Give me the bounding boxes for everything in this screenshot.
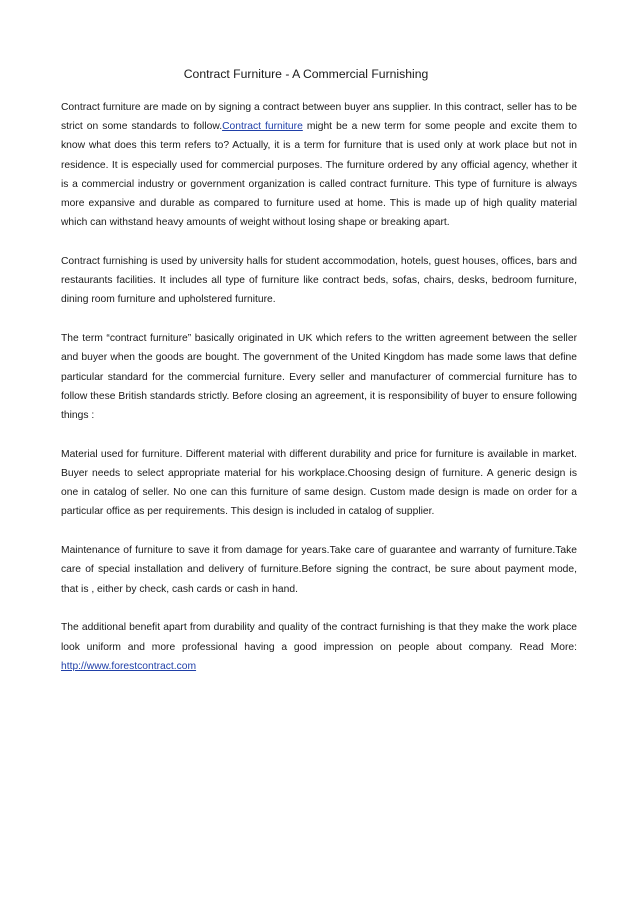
document-title	[0, 66, 638, 82]
paragraph-4: Material used for furniture. Different material with different durability and price for furniture is available in market. Buyer needs to select appropriate material for his workplace.Choosing design of furniture. A generic design is one in catalog of seller. No one can this furniture of same design. Custom made design is made on order for a particular office as per requirements. This design is included in catalog of supplier.	[61, 448, 577, 518]
title-text: Contract Furniture - A Commercial Furnishing	[183, 67, 429, 81]
paragraph-1-text-after: might be a new term for some people and excite them to know what does this term refers to? Actually, it is a term for furniture that is used only at work place but not in residence. It is especially used for commercial purposes. The furniture ordered by any official agency, whether it is a commercial industry or government organization is called contract furniture. This type of furniture is always more expansive and durable as compared to furniture used at home. This is made up of high quality material which can withstand heavy amounts of weight without losing shape or breaking apart.	[61, 121, 577, 229]
contract-furniture-link[interactable]: Contract furniture	[222, 121, 303, 133]
paragraph-1	[61, 98, 577, 232]
paragraph-3: The term “contract furniture” basically originated in UK which refers to the written agreement between the seller and buyer when the goods are bought. The government of the United Kingdom has made some laws that define particular standard for the commercial furniture. Every seller and manufacturer of commercial furniture has to follow these British standards strictly. Before closing an agreement, it is responsibility of buyer to ensure following things :	[61, 333, 577, 422]
paragraph-6-text-before: The additional benefit apart from durability and quality of the contract furnishing is that they make the work place look uniform and more professional having a good impression on people about company. Read More:	[61, 622, 577, 653]
forestcontract-url-link[interactable]: http://www.forestcontract.com	[61, 660, 197, 672]
paragraph-6	[61, 618, 577, 676]
paragraph-1-text-before: Contract furniture are made on by signing a contract between buyer ans supplier. In this contract, seller has to be strict on some standards to follow.	[61, 102, 577, 133]
document-body	[61, 98, 577, 696]
paragraph-2: Contract furnishing is used by university halls for student accommodation, hotels, guest houses, offices, bars and restaurants facilities. It includes all type of furniture like contract beds, sofas, chairs, desks, bedroom furniture, dining room furniture and upholstered furniture.	[61, 256, 577, 306]
paragraph-5: Maintenance of furniture to save it from damage for years.Take care of guarantee and warranty of furniture.Take care of special installation and delivery of furniture.Before signing the contract, be sure about payment mode, that is , either by check, cash cards or cash in hand.	[61, 545, 577, 595]
